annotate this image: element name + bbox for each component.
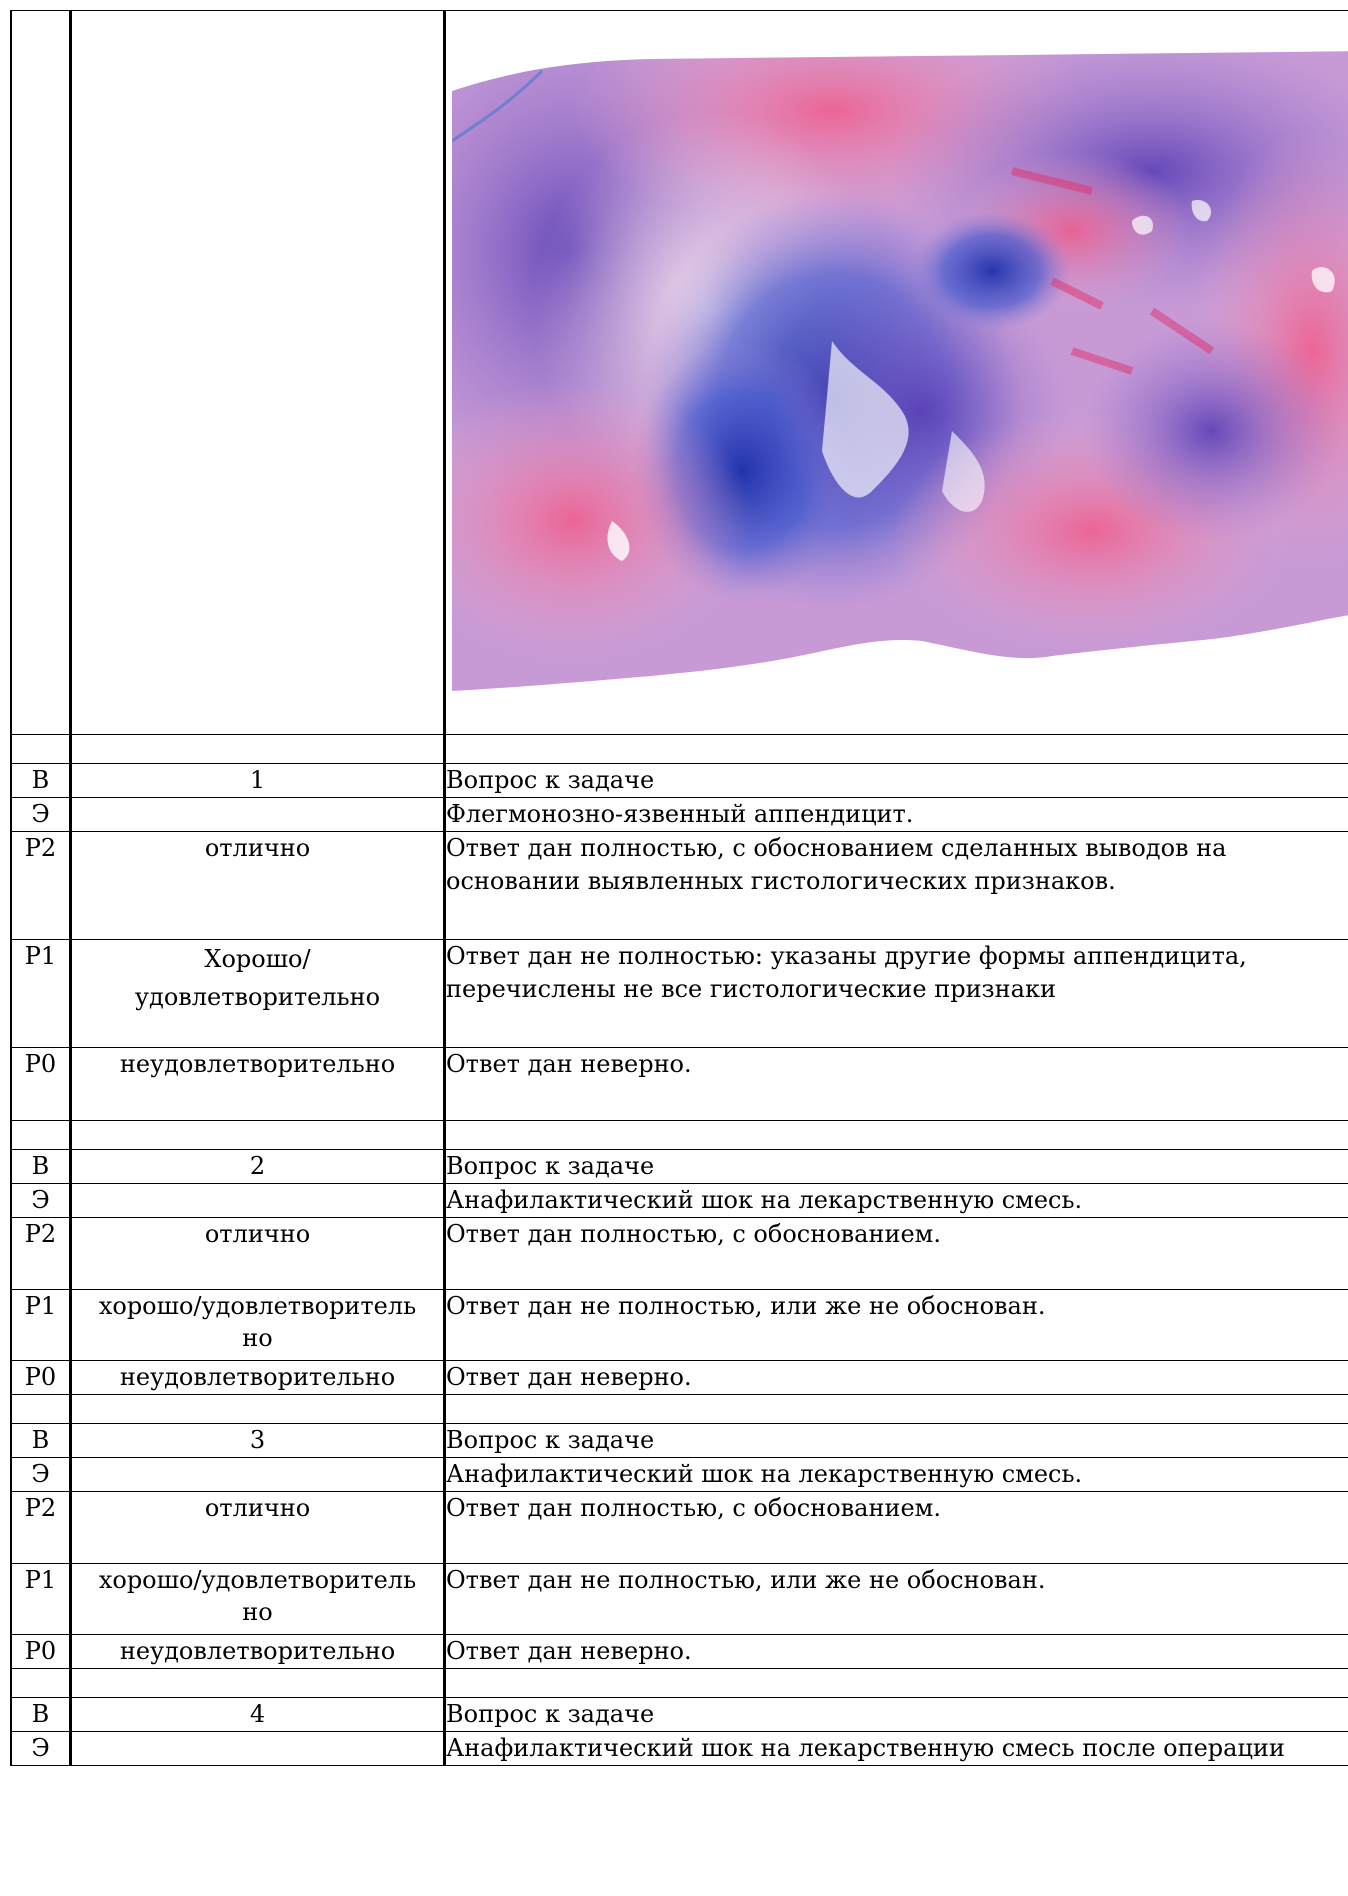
question-row: [10, 1423, 1348, 1457]
empty-cell: [70, 734, 444, 763]
grade-label: [70, 939, 444, 1047]
standard-answer: Флегмонозно-язвенный аппендицит.: [444, 797, 1348, 831]
empty-cell: [10, 734, 70, 763]
grade-label-line-2: но: [242, 1598, 273, 1626]
standard-answer: Анафилактический шок на лекарственную смесь.: [444, 1183, 1348, 1217]
standard-answer-row: [10, 1731, 1348, 1766]
row-code: Э: [10, 1183, 70, 1217]
grade-label-line-1: Хорошо/: [204, 945, 311, 973]
standard-answer: Анафилактический шок на лекарственную смесь после операции: [444, 1731, 1348, 1766]
empty-cell: [444, 1120, 1348, 1149]
row-code: Р2: [10, 1491, 70, 1563]
grade-label: [70, 1289, 444, 1360]
empty-cell: [70, 797, 444, 831]
question-row: [10, 1697, 1348, 1731]
row-code: Р0: [10, 1360, 70, 1394]
grade-row: [10, 831, 1348, 939]
grade-criteria: Ответ дан неверно.: [444, 1360, 1348, 1394]
grade-row: [10, 939, 1348, 1047]
empty-cell: [70, 10, 444, 734]
row-code: Р0: [10, 1047, 70, 1120]
question-number: 1: [70, 763, 444, 797]
question-row: [10, 763, 1348, 797]
row-code: Р1: [10, 939, 70, 1047]
row-code: Р0: [10, 1634, 70, 1668]
empty-cell: [10, 10, 70, 734]
image-row: [10, 10, 1348, 734]
row-code: В: [10, 1697, 70, 1731]
empty-cell: [444, 1668, 1348, 1697]
row-code: Р2: [10, 831, 70, 939]
empty-cell: [444, 734, 1348, 763]
grade-criteria: Ответ дан не полностью, или же не обоснован.: [444, 1563, 1348, 1634]
grade-criteria: Ответ дан неверно.: [444, 1634, 1348, 1668]
grade-label: отлично: [70, 1491, 444, 1563]
grade-row: [10, 1634, 1348, 1668]
grade-criteria: Ответ дан неверно.: [444, 1047, 1348, 1120]
empty-cell: [70, 1457, 444, 1491]
grade-row: [10, 1217, 1348, 1289]
row-code: В: [10, 1149, 70, 1183]
grade-label: неудовлетворительно: [70, 1634, 444, 1668]
row-code: В: [10, 763, 70, 797]
grade-label: [70, 1563, 444, 1634]
row-code: Р1: [10, 1289, 70, 1360]
grade-criteria: Ответ дан не полностью, или же не обоснован.: [444, 1289, 1348, 1360]
row-code: Э: [10, 1731, 70, 1766]
grade-row: [10, 1360, 1348, 1394]
empty-cell: [10, 1394, 70, 1423]
grade-row: [10, 1491, 1348, 1563]
grade-label: отлично: [70, 1217, 444, 1289]
empty-cell: [10, 1668, 70, 1697]
grade-criteria: Ответ дан не полностью: указаны другие формы аппендицита, перечислены не все гистологические признаки: [444, 939, 1348, 1047]
grade-label: отлично: [70, 831, 444, 939]
grade-label-line-2: но: [242, 1324, 273, 1352]
grade-label: неудовлетворительно: [70, 1360, 444, 1394]
grade-label: неудовлетворительно: [70, 1047, 444, 1120]
standard-answer-row: [10, 1183, 1348, 1217]
grade-row: [10, 1289, 1348, 1360]
question-label: Вопрос к задаче: [444, 1697, 1348, 1731]
grade-criteria: Ответ дан полностью, с обоснованием сделанных выводов на основании выявленных гистологических признаков.: [444, 831, 1348, 939]
grade-criteria: Ответ дан полностью, с обоснованием.: [444, 1217, 1348, 1289]
empty-cell: [70, 1183, 444, 1217]
grade-label-line-2: удовлетворительно: [134, 983, 381, 1011]
image-cell: [444, 10, 1348, 734]
empty-cell: [10, 1120, 70, 1149]
row-code: Р2: [10, 1217, 70, 1289]
grade-row: [10, 1563, 1348, 1634]
standard-answer-row: [10, 1457, 1348, 1491]
question-number: 2: [70, 1149, 444, 1183]
grade-row: [10, 1047, 1348, 1120]
grade-label-line-1: хорошо/удовлетворитель: [98, 1292, 417, 1320]
empty-cell: [70, 1731, 444, 1766]
empty-cell: [70, 1394, 444, 1423]
question-number: 4: [70, 1697, 444, 1731]
question-number: 3: [70, 1423, 444, 1457]
empty-cell: [444, 1394, 1348, 1423]
question-label: Вопрос к задаче: [444, 1149, 1348, 1183]
grade-label-line-1: хорошо/удовлетворитель: [98, 1566, 417, 1594]
row-code: Э: [10, 1457, 70, 1491]
standard-answer-row: [10, 797, 1348, 831]
answer-key-table: [10, 10, 1348, 1766]
row-code: В: [10, 1423, 70, 1457]
empty-cell: [70, 1120, 444, 1149]
grade-criteria: Ответ дан полностью, с обоснованием.: [444, 1491, 1348, 1563]
standard-answer: Анафилактический шок на лекарственную смесь.: [444, 1457, 1348, 1491]
row-code: Р1: [10, 1563, 70, 1634]
histology-image: [452, 51, 1348, 691]
question-label: Вопрос к задаче: [444, 1423, 1348, 1457]
empty-cell: [70, 1668, 444, 1697]
question-label: Вопрос к задаче: [444, 763, 1348, 797]
question-row: [10, 1149, 1348, 1183]
row-code: Э: [10, 797, 70, 831]
